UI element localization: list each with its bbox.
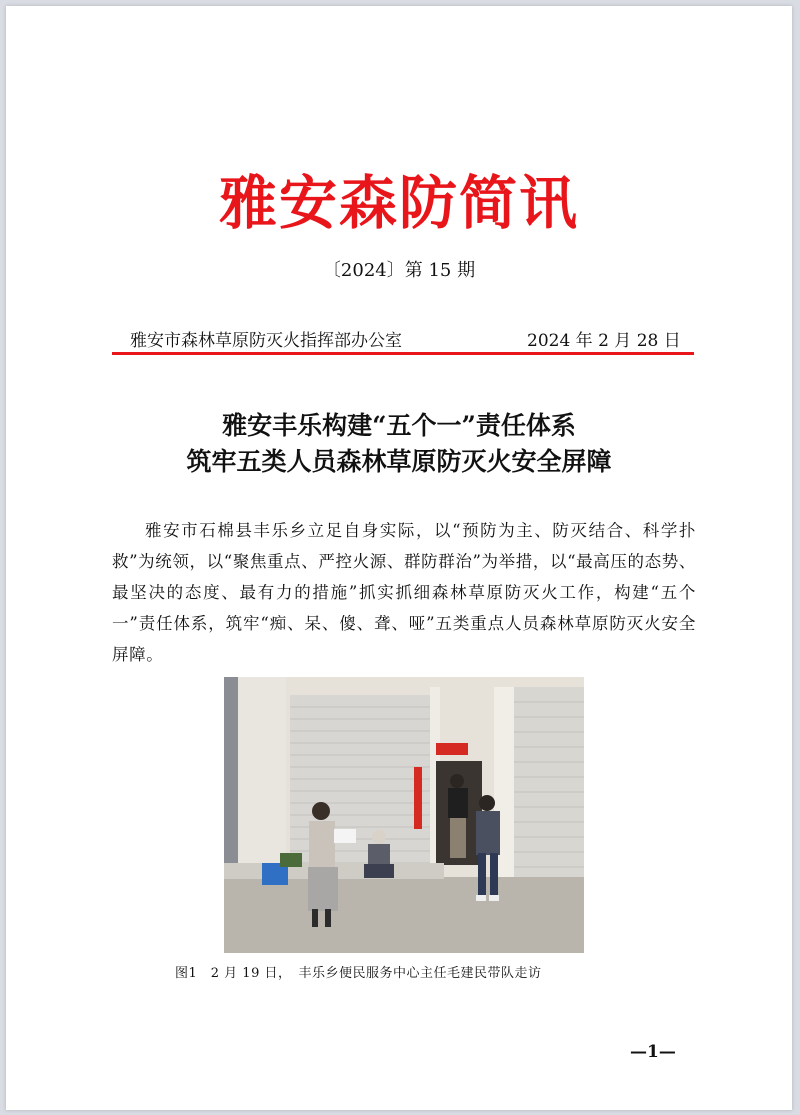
issue-number: 〔2024〕第 15 期 [322, 260, 476, 281]
photo-caption: 图1 2 月 19 日， 丰乐乡便民服务中心主任毛建民带队走访 [175, 966, 542, 981]
page-number: —1— [630, 1042, 676, 1062]
article-title-line-1: 雅安丰乐构建“五个一”责任体系 [222, 411, 576, 440]
issuing-office: 雅安市森林草原防灭火指挥部办公室 [130, 331, 402, 351]
article-photo [224, 677, 584, 953]
issue-date: 2024 年 2 月 28 日 [527, 331, 681, 351]
photo-illustration [224, 677, 584, 953]
red-divider-line [112, 352, 694, 355]
document-page [6, 6, 792, 1110]
newsletter-masthead: 雅安森防简讯 [218, 169, 579, 237]
article-title-line-2: 筑牢五类人员森林草原防灭火安全屏障 [186, 447, 612, 476]
article-paragraph: 雅安市石棉县丰乐乡立足自身实际，以“预防为主、防灭结合、科学扑救”为统领，以“聚焦重点、严控火源、群防群治”为举措，以“最高压的态势、最坚决的态度、最有力的措施”抓实抓细森林草原防灭火工作，构建“五个一”责任体系，筑牢“痴、呆、傻、聋、哑”五类重点人员森林草原防灭火安全屏障。 [112, 521, 696, 664]
